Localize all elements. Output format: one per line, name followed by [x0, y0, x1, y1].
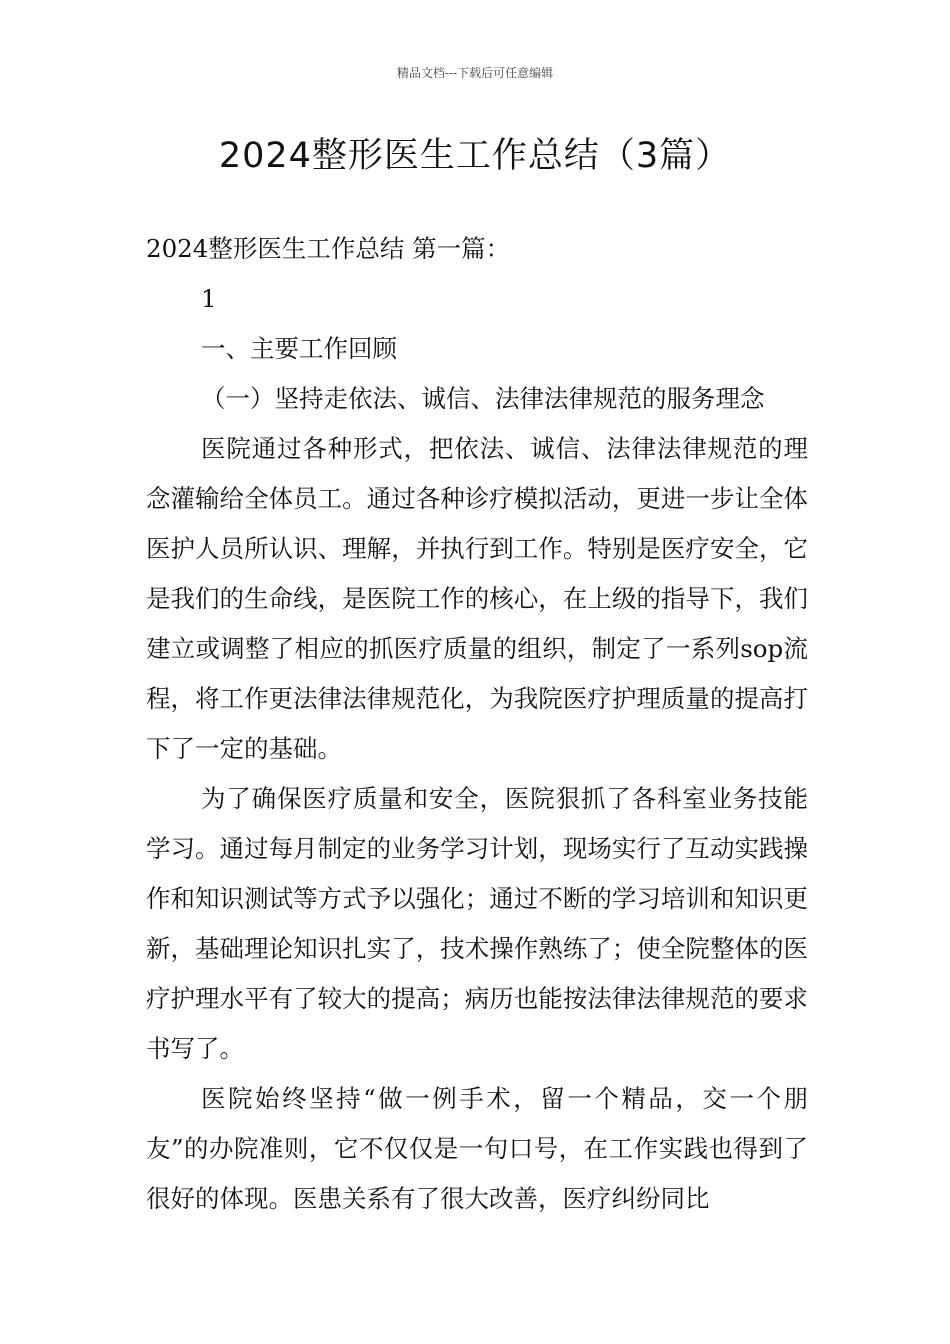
paragraph: 医院通过各种形式，把依法、诚信、法律法律规范的理念灌输给全体员工。通过各种诊疗模拟活动，更进一步让全体医护人员所认识、理解，并执行到工作。特别是医疗安全，它是我们的生命线，是医院工作的核心，在上级的指导下，我们建立或调整了相应的抓医疗质量的组织，制定了一系列sop流程，将工作更法律法律规范化，为我院医疗护理质量的提高打下了一定的基础。: [146, 434, 808, 763]
header-note: 精品文档---下载后可任意编辑: [396, 66, 554, 80]
paragraph: 为了确保医疗质量和安全，医院狠抓了各科室业务技能学习。通过每月制定的业务学习计划，现场实行了互动实践操作和知识测试等方式予以强化；通过不断的学习培训和知识更新，基础理论知识扎实了，技术操作熟练了；使全院整体的医疗护理水平有了较大的提高；病历也能按法律法律规范的要求书写了。: [146, 784, 808, 1063]
document-title: 2024整形医生工作总结（3篇）: [218, 136, 732, 176]
number-line: 1: [201, 284, 217, 313]
paragraph: 医院始终坚持“做一例手术，留一个精品，交一个朋友”的办院准则，它不仅仅是一句口号，在工作实践也得到了很好的体现。医患关系有了很大改善，医疗纠纷同比: [146, 1084, 808, 1213]
document-body: [146, 224, 808, 1224]
heading-main-review: 一、主要工作回顾: [201, 334, 397, 363]
subheading-service-concept: （一）坚持走依法、诚信、法律法律规范的服务理念: [201, 384, 765, 413]
section-heading: 2024整形医生工作总结 第一篇：: [146, 234, 511, 263]
